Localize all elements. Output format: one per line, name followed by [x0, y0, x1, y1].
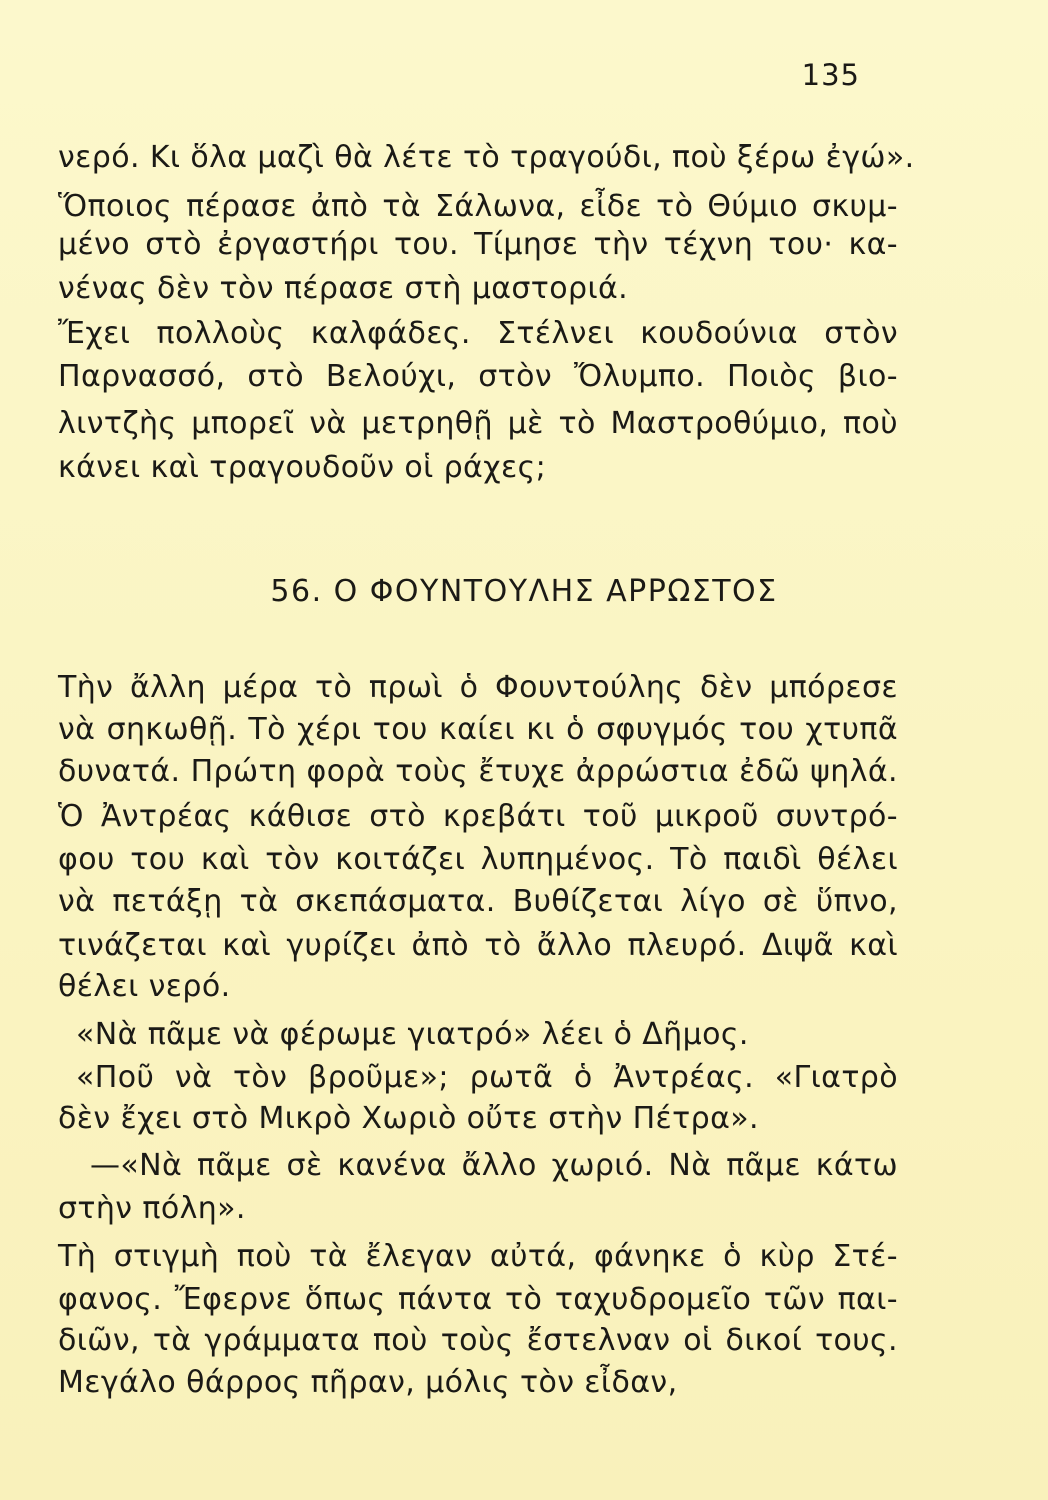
text-line: τινάζεται καὶ γυρίζει ἀπὸ τὸ ἄλλο πλευρό. Διψᾶ καὶ [58, 928, 898, 963]
text-line: μένο στὸ ἐργαστήρι του. Τίμησε τὴν τέχνη του· κα- [58, 227, 898, 262]
text-line: «Ποῦ νὰ τὸν βροῦμε»; ρωτᾶ ὁ Ἀντρέας. «Γιατρὸ [76, 1060, 898, 1095]
text-line: θέλει νερό. [58, 969, 231, 1004]
text-line: λιντζὴς μπορεῖ νὰ μετρηθῇ μὲ τὸ Μαστροθύμιο, ποὺ [58, 406, 898, 441]
text-line: «Νὰ πᾶμε νὰ φέρωμε γιατρό» λέει ὁ Δῆμος. [76, 1017, 749, 1052]
text-line: —«Νὰ πᾶμε σὲ κανένα ἄλλο χωριό. Νὰ πᾶμε κάτω [90, 1148, 898, 1183]
text-line: νὰ σηκωθῇ. Τὸ χέρι του καίει κι ὁ σφυγμός του χτυπᾶ [58, 712, 898, 747]
page-number: 135 [801, 58, 860, 92]
text-line: φου του καὶ τὸν κοιτάζει λυπημένος. Τὸ παιδὶ θέλει [58, 842, 898, 877]
text-line: Ὅποιος πέρασε ἀπὸ τὰ Σάλωνα, εἶδε τὸ Θύμιο σκυμ- [58, 189, 898, 224]
text-line: νένας δὲν τὸν πέρασε στὴ μαστοριά. [58, 271, 629, 306]
text-line: φανος. Ἔφερνε ὅπως πάντα τὸ ταχυδρομεῖο τῶν παι- [58, 1282, 898, 1317]
text-line: Τὴν ἄλλη μέρα τὸ πρωὶ ὁ Φουντούλης δὲν μπόρεσε [58, 670, 898, 705]
text-line: Μεγάλο θάρρος πῆραν, μόλις τὸν εἶδαν, [58, 1365, 678, 1400]
text-line: νὰ πετάξῃ τὰ σκεπάσματα. Βυθίζεται λίγο σὲ ὕπνο, [58, 884, 898, 919]
text-line: διῶν, τὰ γράμματα ποὺ τοὺς ἔστελναν οἱ δικοί τους. [58, 1323, 898, 1358]
chapter-heading: 56. Ο ΦΟΥΝΤΟΥΛΗΣ ΑΡΡΩΣΤΟΣ [270, 574, 778, 609]
text-line: νερό. Κι ὅλα μαζὶ θὰ λέτε τὸ τραγούδι, ποὺ ξέρω ἐγώ». [58, 140, 915, 175]
text-line: Τὴ στιγμὴ ποὺ τὰ ἔλεγαν αὐτά, φάνηκε ὁ κὺρ Στέ- [58, 1239, 898, 1274]
text-line: δυνατά. Πρώτη φορὰ τοὺς ἔτυχε ἀρρώστια ἐδῶ ψηλά. [58, 754, 898, 789]
text-line: Ἔχει πολλοὺς καλφάδες. Στέλνει κουδούνια στὸν [58, 316, 898, 351]
text-line: Ὁ Ἀντρέας κάθισε στὸ κρεβάτι τοῦ μικροῦ συντρό- [58, 799, 898, 834]
text-line: στὴν πόλη». [58, 1191, 246, 1226]
text-line: δὲν ἔχει στὸ Μικρὸ Χωριὸ οὔτε στὴν Πέτρα». [58, 1101, 759, 1136]
text-line: κάνει καὶ τραγουδοῦν οἱ ράχες; [58, 450, 547, 485]
text-line: Παρνασσό, στὸ Βελούχι, στὸν Ὄλυμπο. Ποιὸς βιο- [58, 359, 898, 394]
